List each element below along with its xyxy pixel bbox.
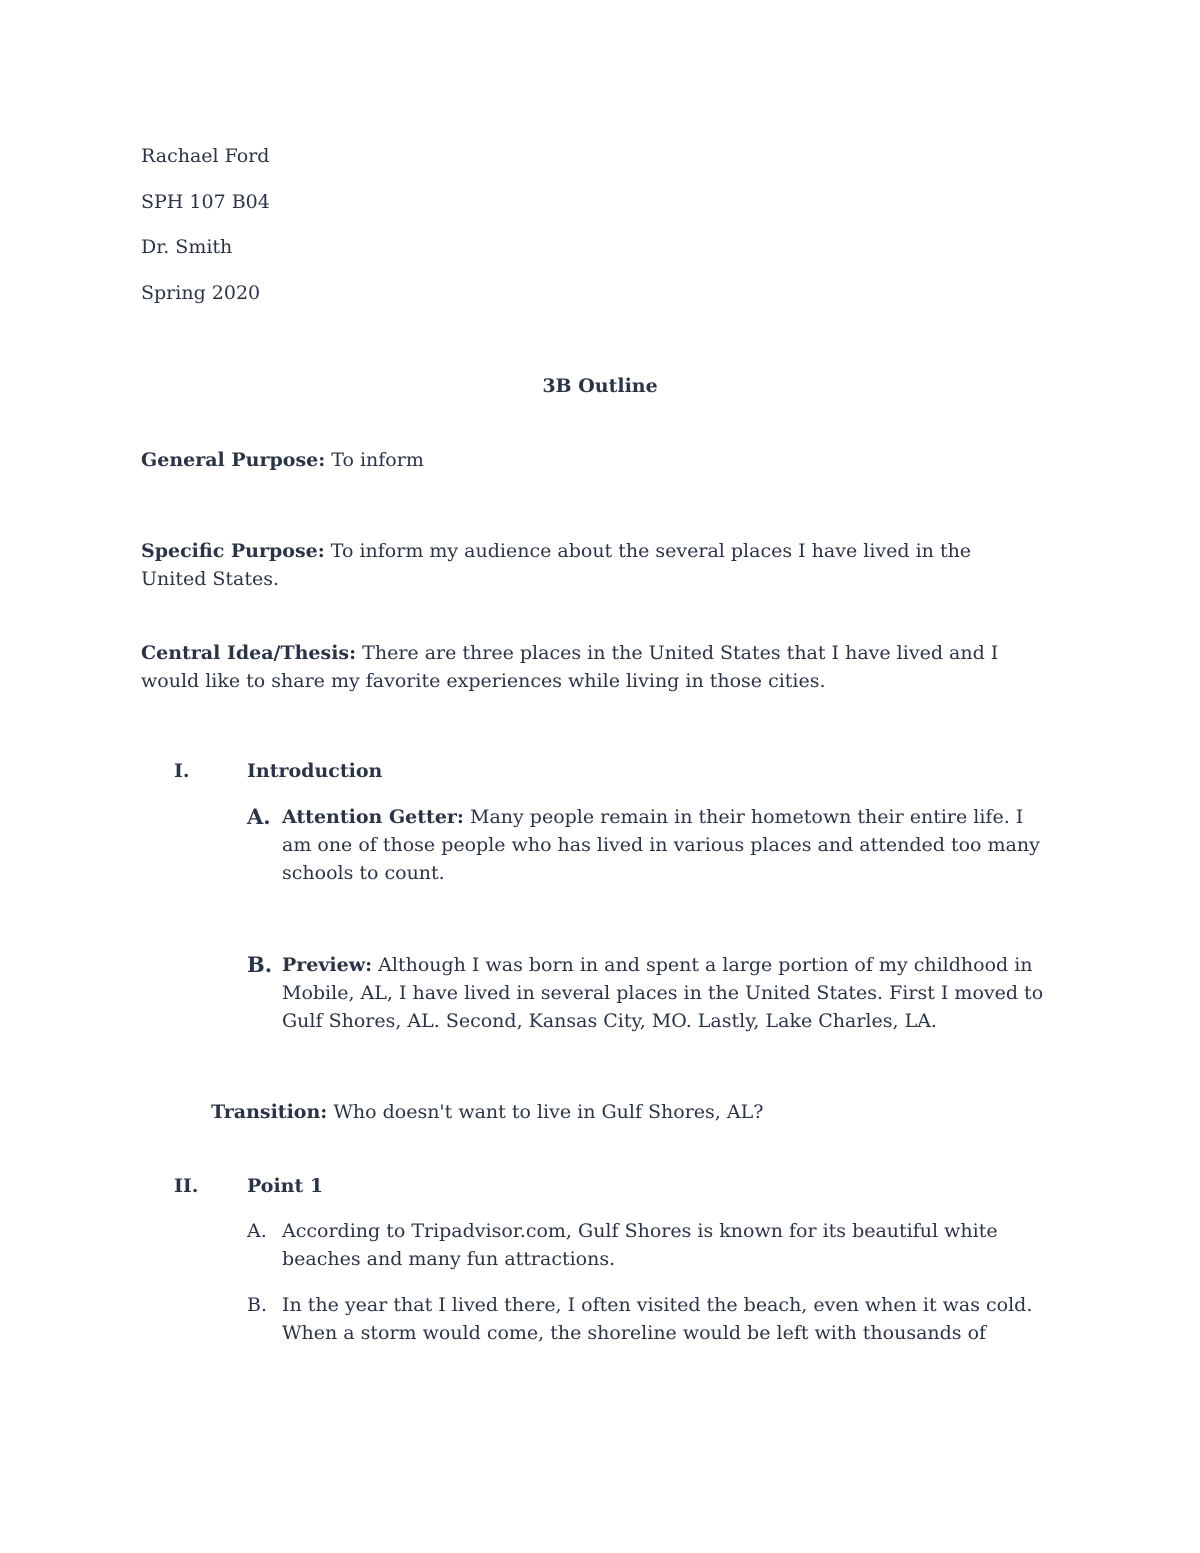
central-idea-text: There are three places in the United States that I have lived and I would like to share my favorite experiences while living in those cities. bbox=[141, 642, 999, 692]
section-2-b-text: In the year that I lived there, I often visited the beach, even when it was cold. When a storm would come, the shoreline would be left with thousands of bbox=[282, 1294, 1033, 1344]
general-purpose bbox=[141, 446, 1041, 474]
central-idea-label: Central Idea/Thesis: bbox=[141, 642, 357, 664]
preview-label: Preview: bbox=[282, 954, 373, 976]
section-2-b-marker: B. bbox=[247, 1294, 268, 1316]
transition bbox=[211, 1098, 1111, 1126]
specific-purpose-label: Specific Purpose: bbox=[141, 540, 325, 562]
section-2-numeral: II. bbox=[174, 1175, 199, 1197]
term: Spring 2020 bbox=[141, 282, 261, 304]
course-code: SPH 107 B04 bbox=[141, 191, 270, 213]
central-idea bbox=[141, 639, 1041, 695]
section-2-heading: Point 1 bbox=[247, 1175, 324, 1197]
transition-label: Transition: bbox=[211, 1101, 328, 1123]
attention-getter-text: Many people remain in their hometown their entire life. I am one of those people who has lived in various places and attended too many schools to count. bbox=[282, 806, 1040, 884]
general-purpose-text: To inform bbox=[325, 449, 424, 471]
attention-getter bbox=[282, 803, 1052, 887]
general-purpose-label: General Purpose: bbox=[141, 449, 326, 471]
section-2-a-marker: A. bbox=[247, 1220, 267, 1242]
section-1-b-marker: B. bbox=[247, 952, 273, 977]
section-2-a-text: According to Tripadvisor.com, Gulf Shores is known for its beautiful white beaches and many fun attractions. bbox=[282, 1220, 998, 1270]
section-1-heading: Introduction bbox=[247, 760, 383, 782]
preview bbox=[282, 951, 1052, 1035]
section-1-a-marker: A. bbox=[247, 804, 271, 829]
section-1-numeral: I. bbox=[174, 760, 190, 782]
document-title: 3B Outline bbox=[542, 375, 658, 397]
attention-getter-label: Attention Getter: bbox=[282, 806, 464, 828]
preview-text: Although I was born in and spent a large portion of my childhood in Mobile, AL, I have lived in several places in the United States. First I moved to Gulf Shores, AL. Second, Kansas City, MO. Lastly, Lake Charles, LA. bbox=[282, 954, 1044, 1032]
instructor-name: Dr. Smith bbox=[141, 236, 233, 258]
author-name: Rachael Ford bbox=[141, 145, 270, 167]
transition-text: Who doesn't want to live in Gulf Shores, AL? bbox=[327, 1101, 764, 1123]
specific-purpose bbox=[141, 537, 1041, 593]
specific-purpose-text: To inform my audience about the several places I have lived in the United States. bbox=[141, 540, 972, 590]
